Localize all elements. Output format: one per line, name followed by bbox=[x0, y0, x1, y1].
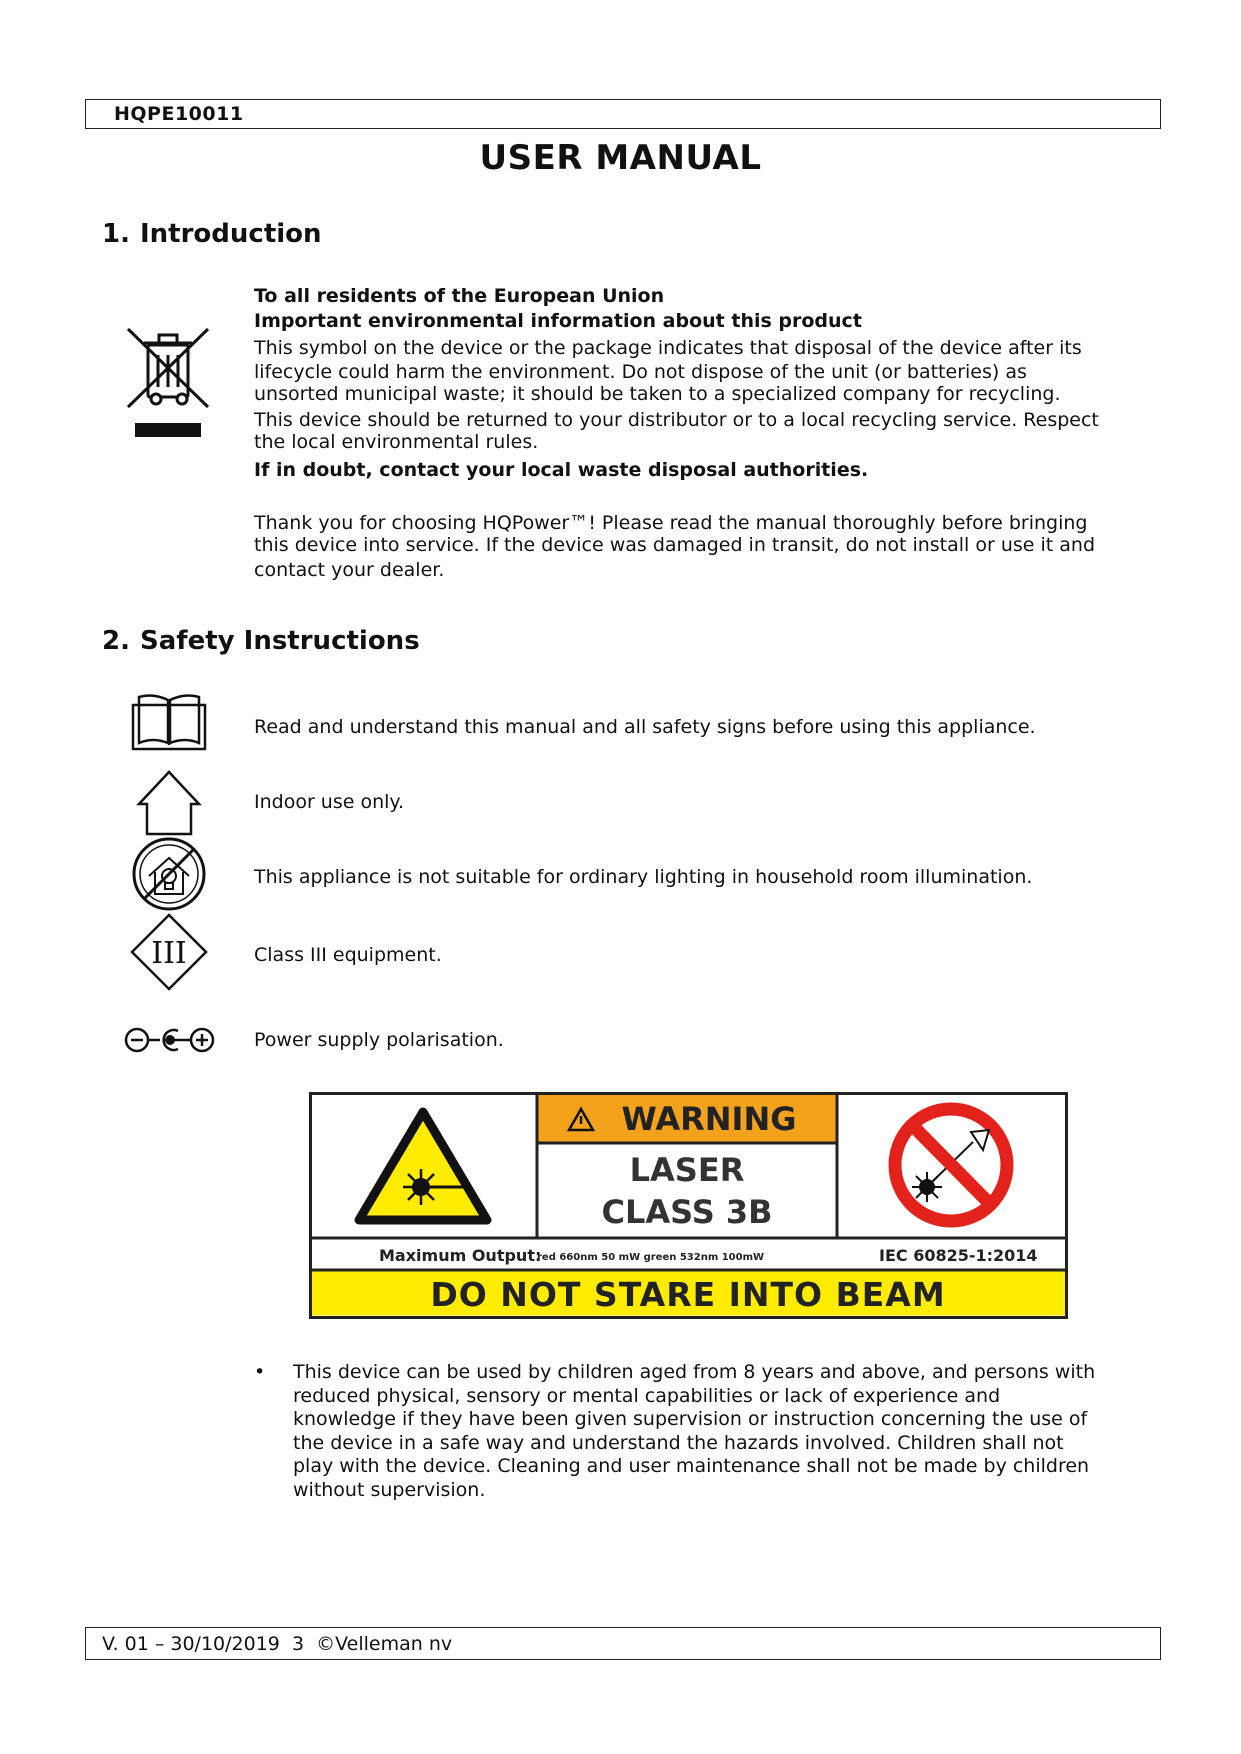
section-heading-introduction bbox=[102, 219, 322, 249]
section-heading-safety bbox=[102, 626, 420, 656]
laser-class-line1: LASER bbox=[629, 1151, 745, 1189]
class-iii-symbol: III bbox=[151, 936, 187, 971]
header-box bbox=[85, 99, 1161, 129]
footer-version: V. 01 – 30/10/2019 3 ©Velleman nv bbox=[102, 1633, 453, 1655]
model-number: HQPE10011 bbox=[114, 103, 244, 125]
manual-book-icon bbox=[131, 691, 207, 751]
bullet-marker: • bbox=[254, 1361, 266, 1383]
safety-item-text: Power supply polarisation. bbox=[254, 1029, 504, 1051]
doubt-notice: If in doubt, contact your local waste disposal authorities. bbox=[254, 459, 869, 481]
safety-item-text: Indoor use only. bbox=[254, 791, 404, 813]
max-output-label: Maximum Output: bbox=[379, 1246, 542, 1265]
section-title: Safety Instructions bbox=[140, 626, 420, 656]
paragraph-line: the device in a safe way and understand the hazards involved. Children shall not bbox=[293, 1431, 1064, 1454]
safety-item-text: This appliance is not suitable for ordinary lighting in household room illumination. bbox=[254, 866, 1033, 888]
section-title: Introduction bbox=[140, 219, 322, 249]
thanks-line: this device into service. If the device was damaged in transit, do not install or use it and bbox=[254, 534, 1096, 556]
laser-class-line2: CLASS 3B bbox=[601, 1193, 773, 1231]
polarity-icon bbox=[124, 1024, 216, 1056]
no-staring-prohibition-icon bbox=[895, 1109, 1007, 1221]
thanks-line: contact your dealer. bbox=[254, 559, 445, 581]
laser-warning-label bbox=[309, 1092, 1068, 1319]
env-info-heading: Important environmental information about this product bbox=[254, 310, 862, 332]
paragraph-line: without supervision. bbox=[293, 1478, 486, 1501]
safety-item-text: Read and understand this manual and all safety signs before using this appliance. bbox=[254, 716, 1036, 738]
no-household-lamp-icon bbox=[131, 836, 207, 912]
max-output-values: red 660nm 50 mW green 532nm 100mW bbox=[537, 1252, 765, 1263]
footer-box bbox=[85, 1627, 1161, 1660]
laser-standard: IEC 60825-1:2014 bbox=[879, 1246, 1038, 1265]
paragraph-line: This device can be used by children aged from 8 years and above, and persons with bbox=[293, 1361, 1096, 1383]
class-iii-icon bbox=[130, 913, 208, 991]
house-icon bbox=[129, 768, 209, 836]
section-number: 1. bbox=[102, 219, 130, 249]
section-number: 2. bbox=[102, 626, 130, 656]
paragraph-line: play with the device. Cleaning and user maintenance shall not be made by children bbox=[293, 1455, 1090, 1477]
env-line: the local environmental rules. bbox=[254, 431, 539, 453]
paragraph-line: reduced physical, sensory or mental capabilities or lack of experience and bbox=[293, 1384, 1001, 1407]
page-title: USER MANUAL bbox=[479, 138, 762, 178]
env-line: lifecycle could harm the environment. Do not dispose of the unit (or batteries) as bbox=[254, 361, 1027, 383]
weee-bin-icon bbox=[126, 327, 210, 439]
env-line: This symbol on the device or the package indicates that disposal of the device after its bbox=[254, 337, 1082, 359]
env-line: unsorted municipal waste; it should be taken to a specialized company for recycling. bbox=[254, 383, 1061, 405]
warning-word: WARNING bbox=[621, 1100, 797, 1138]
thanks-line: Thank you for choosing HQPower™! Please read the manual thoroughly before bringing bbox=[254, 512, 1088, 534]
env-line: This device should be returned to your distributor or to a local recycling service. Respect bbox=[254, 409, 1099, 431]
do-not-stare-banner: DO NOT STARE INTO BEAM bbox=[430, 1275, 946, 1314]
children-safety-paragraph bbox=[293, 1361, 1153, 1502]
paragraph-line: knowledge if they have been given supervision or instruction concerning the use of bbox=[293, 1408, 1088, 1430]
safety-item-text: Class III equipment. bbox=[254, 944, 442, 966]
eu-residents-heading: To all residents of the European Union bbox=[254, 285, 665, 307]
